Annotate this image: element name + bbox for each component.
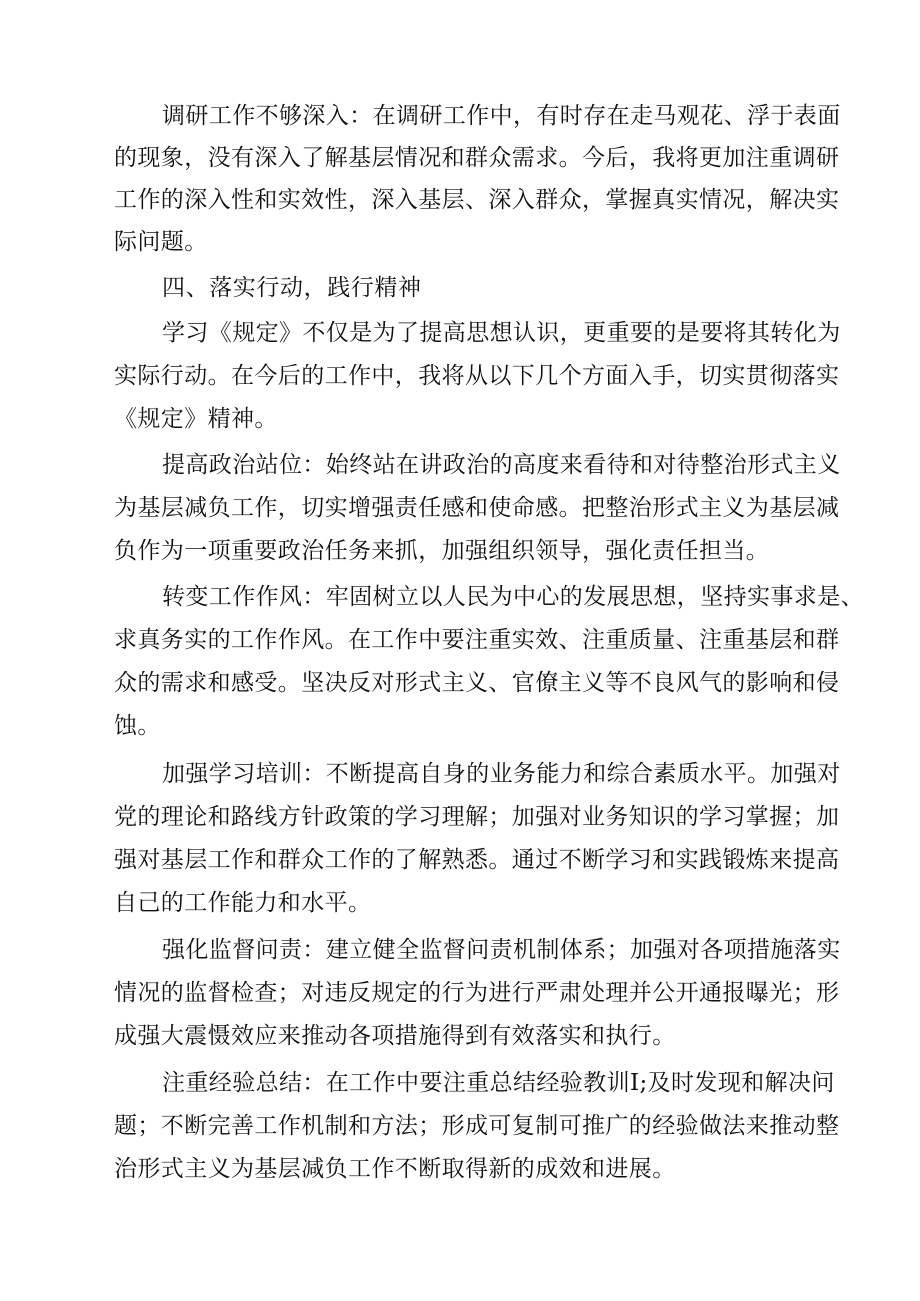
paragraph-2-line-1: 学习《规定》不仅是为了提高思想认识，更重要的是要将其转化为 <box>162 320 841 346</box>
paragraph-7-line-2: 题；不断完善工作机制和方法；形成可复制可推广的经验做法来推动整 <box>114 1113 840 1139</box>
paragraph-4-line-4: 蚀。 <box>114 713 161 739</box>
paragraph-6-line-2: 情况的监督检查；对违反规定的行为进行严肃处理并公开通报曝光；形 <box>114 980 840 1006</box>
paragraph-3-line-1: 提高政治站位：始终站在讲政治的高度来看待和对待整治形式主义 <box>162 452 841 478</box>
paragraph-5-line-4: 自己的工作能力和水平。 <box>114 890 372 916</box>
paragraph-3-line-2: 为基层减负工作，切实增强责任感和使命感。把整治形式主义为基层减 <box>114 495 840 521</box>
paragraph-4-line-2: 求真务实的工作作风。在工作中要注重实效、注重质量、注重基层和群 <box>114 627 840 653</box>
paragraph-1-line-2: 的现象，没有深入了解基层情况和群众需求。今后，我将更加注重调研 <box>114 145 840 171</box>
paragraph-5-line-2: 党的理论和路线方针政策的学习理解；加强对业务知识的学习掌握；加 <box>114 804 840 830</box>
paragraph-6-line-3: 成强大震慑效应来推动各项措施得到有效落实和执行。 <box>114 1023 676 1049</box>
paragraph-1-line-4: 际问题。 <box>114 229 208 255</box>
paragraph-7-line-3: 治形式主义为基层减负工作不断取得新的成效和进展。 <box>114 1156 676 1182</box>
section-heading: 四、落实行动，践行精神 <box>162 275 422 301</box>
paragraph-4-line-3: 众的需求和感受。坚决反对形式主义、官僚主义等不良风气的影响和侵 <box>114 670 840 696</box>
paragraph-1-line-1: 调研工作不够深入：在调研工作中，有时存在走马观花、浮于表面 <box>162 103 841 129</box>
paragraph-4-line-1: 转变工作作风：牢固树立以人民为中心的发展思想，坚持实事求是、 <box>162 584 864 610</box>
paragraph-6-line-1: 强化监督问责：建立健全监督问责机制体系；加强对各项措施落实 <box>162 937 841 963</box>
paragraph-1-line-3: 工作的深入性和实效性，深入基层、深入群众，掌握真实情况，解决实 <box>114 187 840 213</box>
paragraph-3-line-3: 负作为一项重要政治任务来抓，加强组织领导，强化责任担当。 <box>114 538 770 564</box>
paragraph-2-line-2: 实际行动。在今后的工作中，我将从以下几个方面入手，切实贯彻落实 <box>114 363 840 389</box>
paragraph-5-line-1: 加强学习培训：不断提高自身的业务能力和综合素质水平。加强对 <box>162 761 841 787</box>
paragraph-2-line-3: 《规定》精神。 <box>114 406 278 432</box>
paragraph-7-line-1: 注重经验总结：在工作中要注重总结经验教训I;及时发现和解决问 <box>162 1070 835 1096</box>
paragraph-5-line-3: 强对基层工作和群众工作的了解熟悉。通过不断学习和实践锻炼来提高 <box>114 847 840 873</box>
